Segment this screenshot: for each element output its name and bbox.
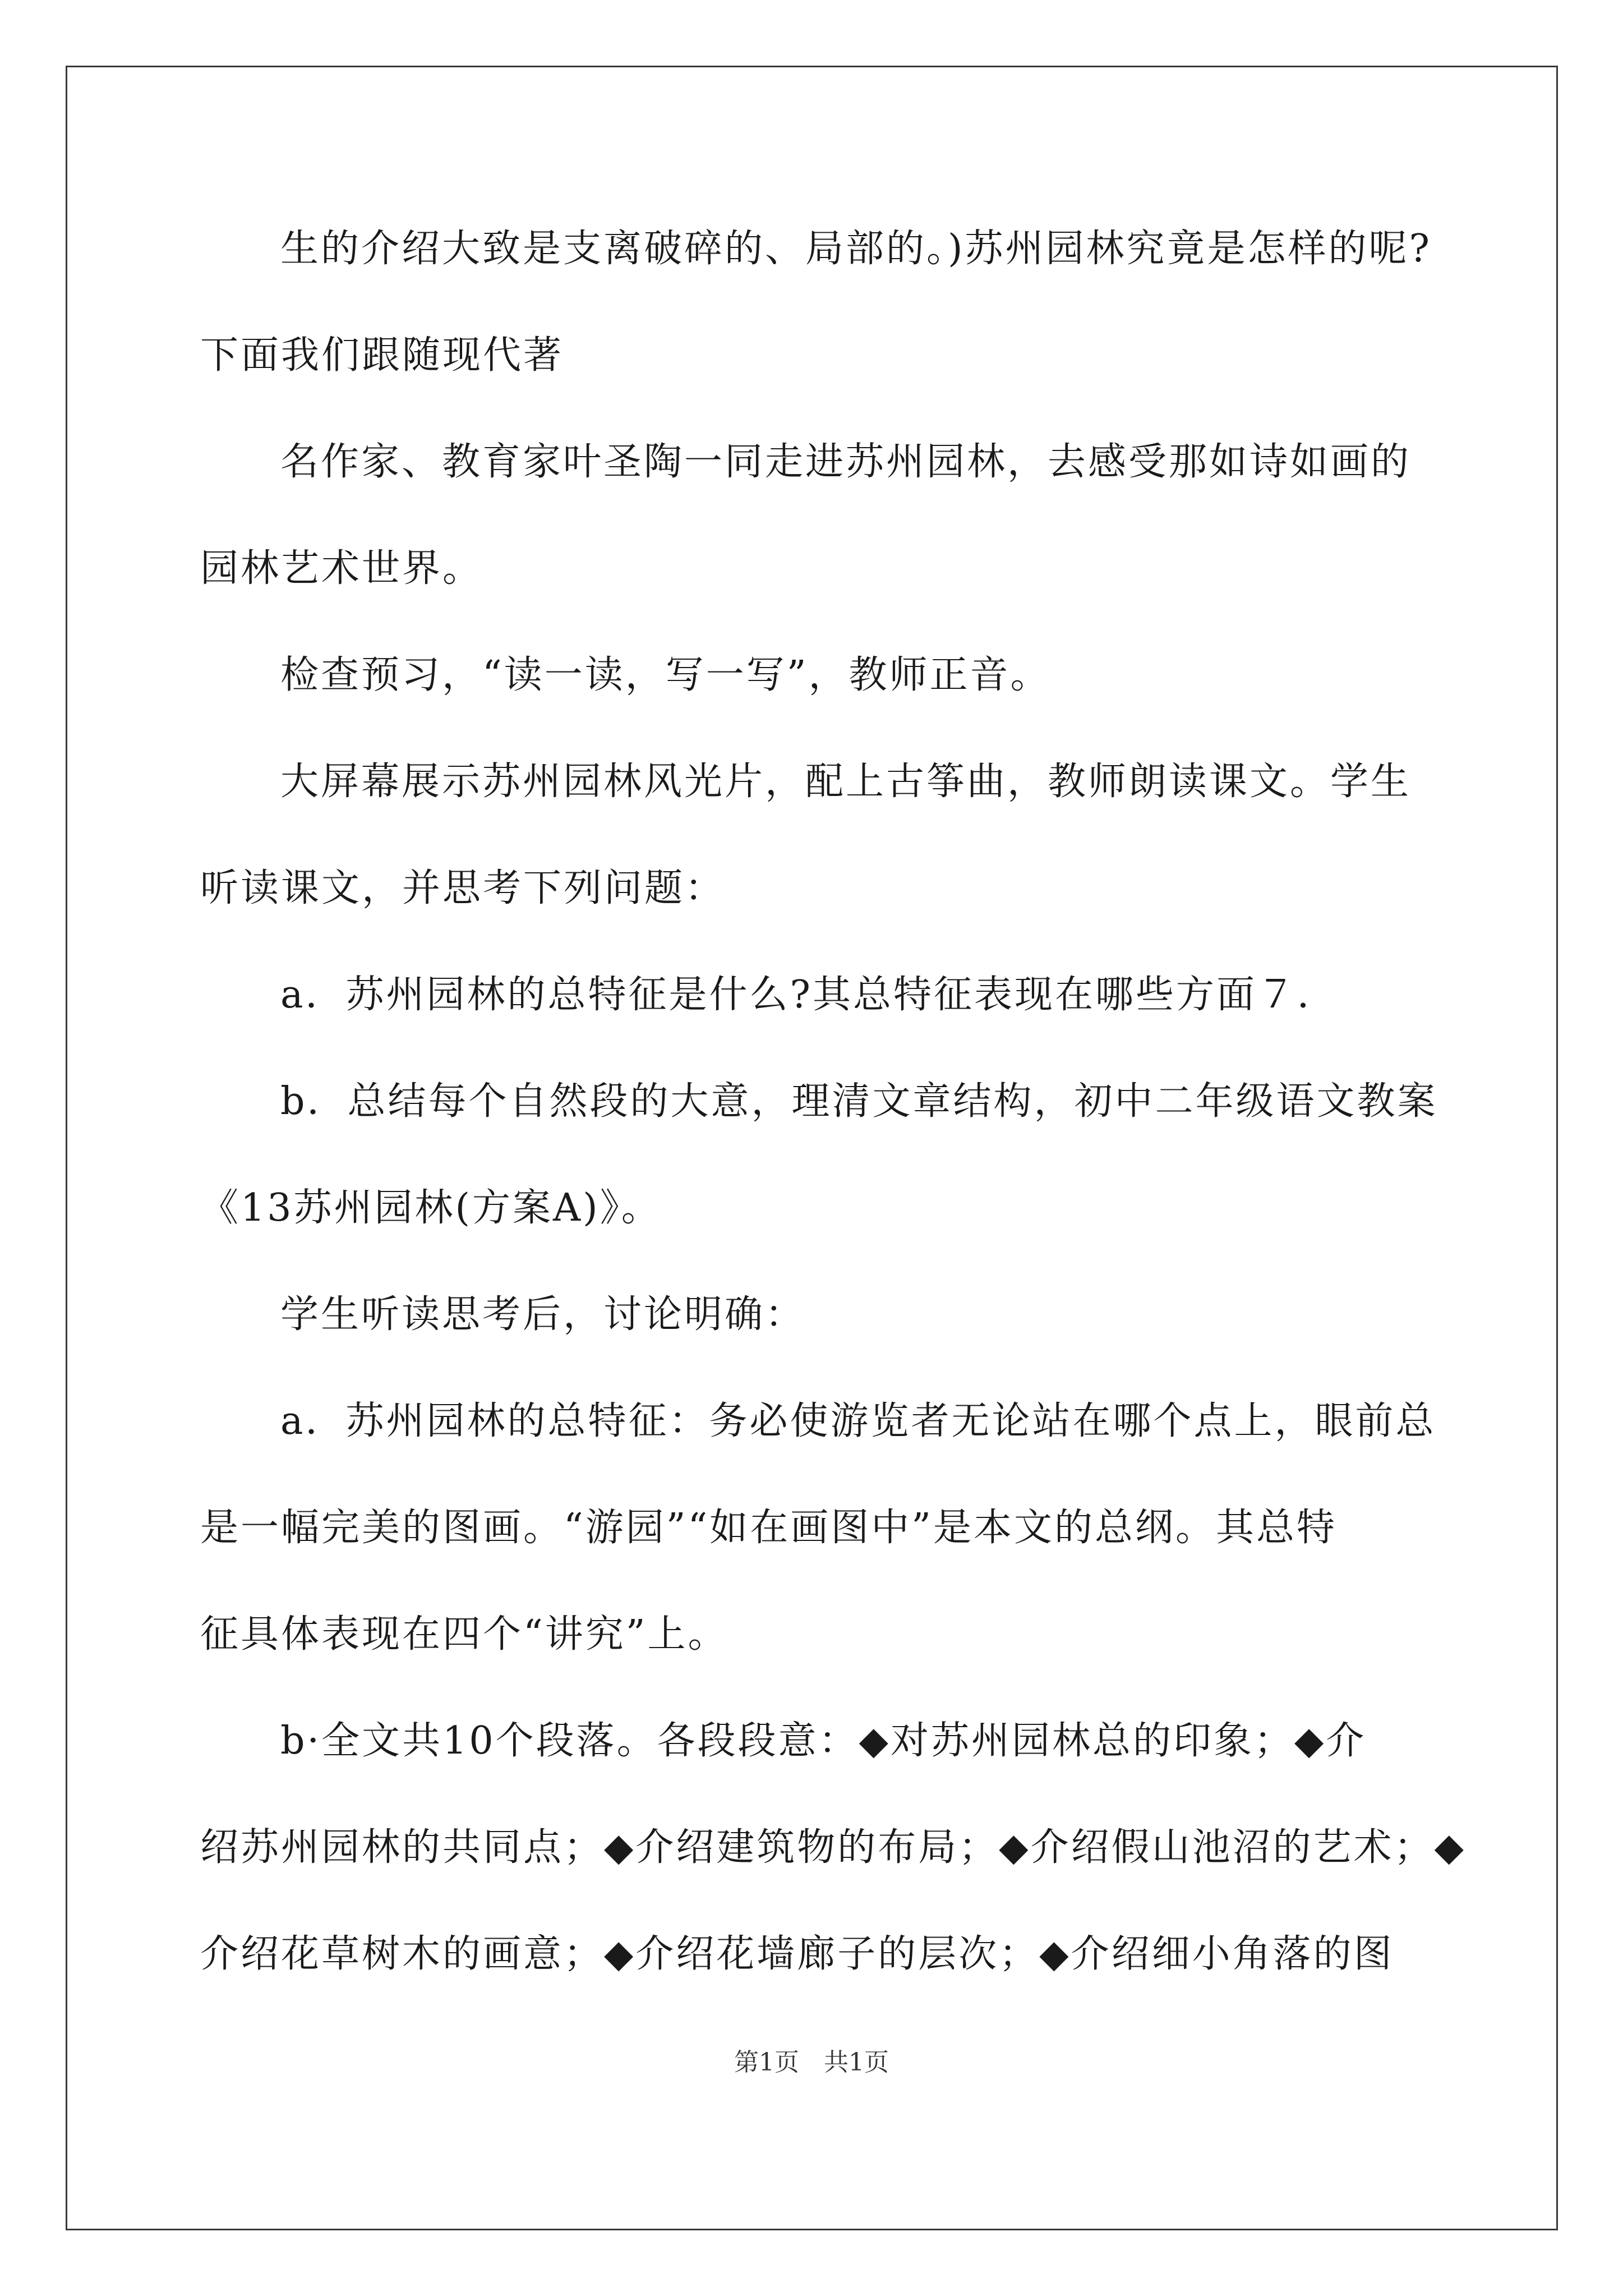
- text-line-15: b·全文共10个段落。各段段意：◆对苏州园林总的印象；◆介: [280, 1719, 1367, 1763]
- text-line-14: 征具体表现在四个“讲究”上。: [200, 1612, 728, 1657]
- text-line-5: 检查预习，“读一读，写一写”，教师正音。: [280, 653, 1051, 697]
- text-line-3: 名作家、教育家叶圣陶一同走进苏州园林，去感受那如诗如画的: [280, 440, 1412, 484]
- text-line-11: 学生听读思考后，讨论明确：: [280, 1292, 806, 1337]
- text-line-13: 是一幅完美的图画。“游园”“如在画图中”是本文的总纲。其总特: [200, 1506, 1338, 1550]
- text-line-10: 《13苏州园林(方案A)》。: [200, 1186, 662, 1230]
- text-line-2: 下面我们跟随现代著: [200, 333, 564, 378]
- text-line-6: 大屏幕展示苏州园林风光片，配上古筝曲，教师朗读课文。学生: [280, 760, 1412, 804]
- text-line-12: a．苏州园林的总特征：务必使游览者无论站在哪个点上，眼前总: [280, 1399, 1436, 1443]
- text-line-1: 生的介绍大致是支离破碎的、局部的。)苏州园林究竟是怎样的呢?: [280, 227, 1432, 271]
- text-line-4: 园林艺术世界。: [200, 546, 483, 591]
- text-line-17: 介绍花草树木的画意；◆介绍花墙廊子的层次；◆介绍细小角落的图: [200, 1932, 1394, 1976]
- text-line-8: a．苏州园林的总特征是什么?其总特征表现在哪些方面７．: [280, 973, 1338, 1017]
- text-line-9: b．总结每个自然段的大意，理清文章结构，初中二年级语文教案: [280, 1079, 1438, 1124]
- text-line-7: 听读课文，并思考下列问题：: [200, 866, 726, 910]
- page-number-footer: 第1页 共1页: [734, 2048, 889, 2077]
- text-line-16: 绍苏州园林的共同点；◆介绍建筑物的布局；◆介绍假山池沼的艺术；◆: [200, 1825, 1466, 1870]
